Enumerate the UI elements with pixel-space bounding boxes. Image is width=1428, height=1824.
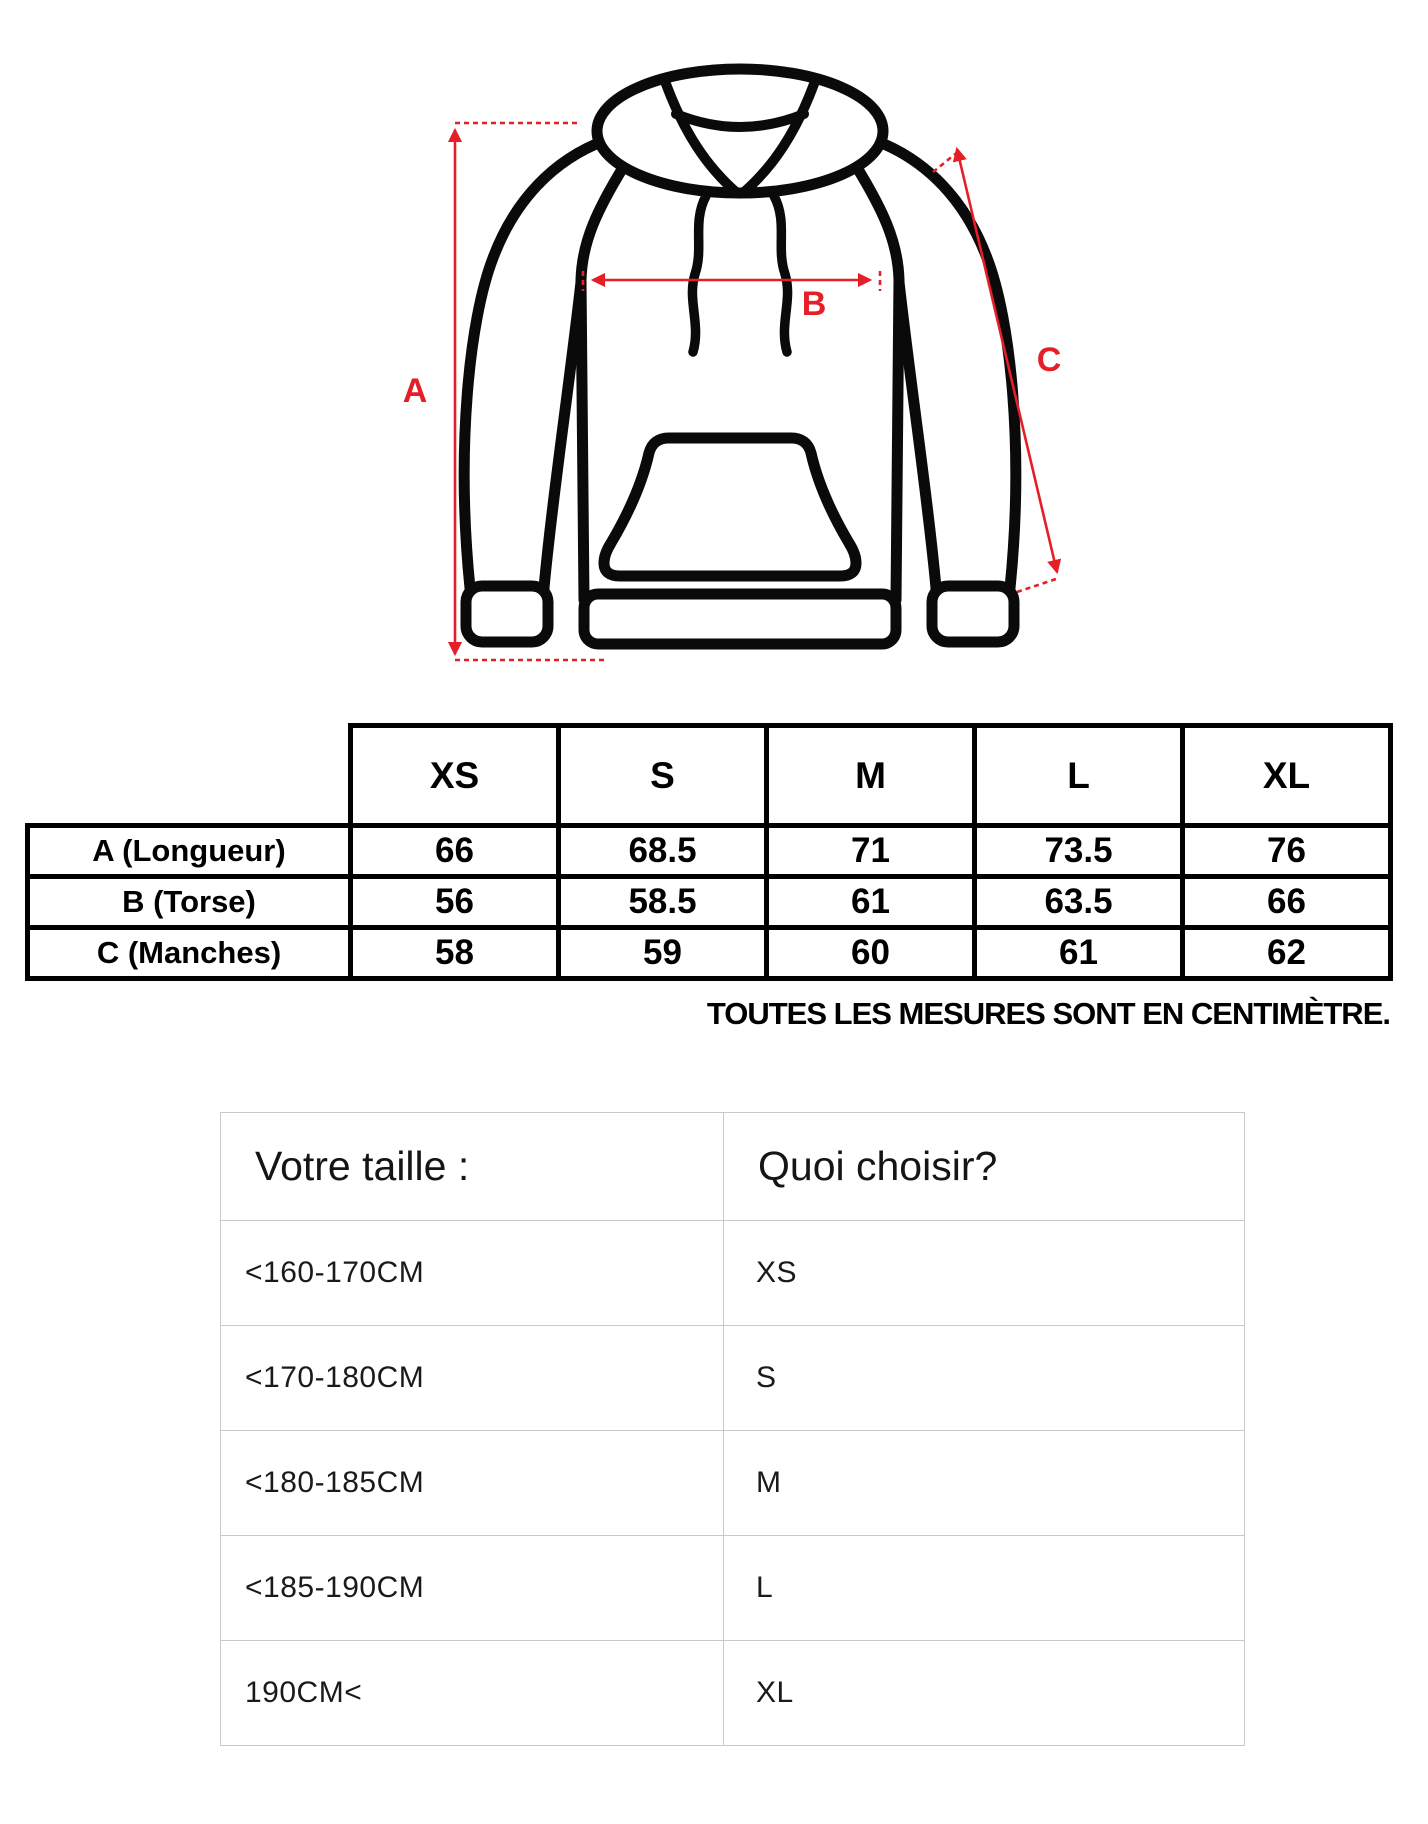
list-item [221,1431,1245,1536]
value-cell: 58 [351,928,559,979]
list-item [221,1641,1245,1746]
value-cell: 71 [767,826,975,877]
size-col-m: M [767,726,975,826]
measure-label-a: A [402,372,428,410]
size-col-l: L [975,726,1183,826]
value-cell: 63.5 [975,877,1183,928]
row-label-torse: B (Torse) [28,877,351,928]
corner-spacer-cell [28,726,351,826]
size-header-row [28,726,1391,826]
left-sleeve-seam [544,282,581,588]
size-measurement-table [25,723,1393,981]
value-cell: 66 [351,826,559,877]
table-row [28,877,1391,928]
list-item [221,1536,1245,1641]
hoodie-measurement-diagram [0,0,1428,700]
recommended-size: M [724,1431,1245,1536]
row-label-longueur: A (Longueur) [28,826,351,877]
measure-label-c: C [1036,341,1062,379]
fit-header-what-to-choose: Quoi choisir? [724,1113,1245,1221]
recommended-size: L [724,1536,1245,1641]
fit-header-your-size: Votre taille : [221,1113,724,1221]
height-range: <185-190CM [221,1536,724,1641]
value-cell: 73.5 [975,826,1183,877]
right-sleeve-seam [899,282,936,588]
value-cell: 76 [1183,826,1391,877]
height-range: <170-180CM [221,1326,724,1431]
hem-band [584,594,896,644]
value-cell: 59 [559,928,767,979]
measure-c-top-tick [933,151,959,172]
value-cell: 62 [1183,928,1391,979]
height-range: <180-185CM [221,1431,724,1536]
value-cell: 56 [351,877,559,928]
value-cell: 61 [975,928,1183,979]
right-body-outline [856,166,899,600]
left-cuff [466,586,548,642]
fit-recommendation-table [220,1112,1245,1746]
measure-c-bottom-tick [1017,578,1059,592]
right-cuff [932,586,1014,642]
recommended-size: XS [724,1221,1245,1326]
fit-header-row [221,1113,1245,1221]
recommended-size: S [724,1326,1245,1431]
value-cell: 68.5 [559,826,767,877]
table-row [28,826,1391,877]
list-item [221,1326,1245,1431]
measure-label-b: B [801,285,827,323]
size-col-s: S [559,726,767,826]
right-drawstring [774,196,788,352]
height-range: 190CM< [221,1641,724,1746]
table-row [28,928,1391,979]
hoodie-outline [464,69,1016,644]
value-cell: 58.5 [559,877,767,928]
left-drawstring [692,196,706,352]
row-label-manches: C (Manches) [28,928,351,979]
list-item [221,1221,1245,1326]
kangaroo-pocket [604,438,856,576]
units-note: TOUTES LES MESURES SONT EN CENTIMÈTRE. [706,996,1390,1031]
value-cell: 60 [767,928,975,979]
height-range: <160-170CM [221,1221,724,1326]
recommended-size: XL [724,1641,1245,1746]
value-cell: 66 [1183,877,1391,928]
size-col-xs: XS [351,726,559,826]
value-cell: 61 [767,877,975,928]
size-col-xl: XL [1183,726,1391,826]
